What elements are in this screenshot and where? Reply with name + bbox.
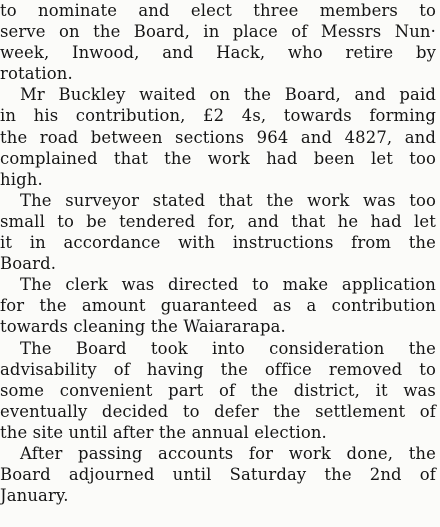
text-line: The clerk was directed to make application bbox=[20, 275, 436, 295]
text-line: it in accordance with instructions from the bbox=[0, 233, 436, 253]
text-line: rotation. bbox=[0, 64, 73, 84]
text-line: in his contribution, £2 4s, towards forming bbox=[0, 106, 436, 126]
paragraph-election-notice bbox=[0, 0, 440, 84]
paragraph-office-removal bbox=[0, 338, 440, 443]
text-line: The Board took into consideration the bbox=[20, 338, 436, 358]
paragraph-clerk-application bbox=[0, 274, 440, 337]
text-line: for the amount guaranteed as a contribution bbox=[0, 296, 436, 316]
text-line: Mr Buckley waited on the Board, and paid bbox=[20, 85, 436, 105]
text-line: advisability of having the office removed to bbox=[0, 359, 436, 379]
paragraph-surveyor-statement bbox=[0, 190, 440, 274]
text-line: towards cleaning the Waiararapa. bbox=[0, 317, 286, 337]
text-line: Board. bbox=[0, 254, 57, 274]
paragraph-buckley-contribution bbox=[0, 84, 440, 189]
text-line: Board adjourned until Saturday the 2nd of bbox=[0, 465, 436, 485]
text-line: the site until after the annual election. bbox=[0, 422, 327, 442]
paragraph-adjournment bbox=[0, 443, 440, 506]
text-line: complained that the work had been let too bbox=[0, 148, 436, 168]
text-line: January. bbox=[0, 486, 69, 506]
text-line: the road between sections 964 and 4827, and bbox=[0, 127, 436, 147]
text-line: The surveyor stated that the work was too bbox=[20, 190, 436, 210]
text-line: small to be tendered for, and that he had let bbox=[0, 211, 436, 231]
text-line: After passing accounts for work done, the bbox=[20, 443, 436, 463]
text-line: eventually decided to defer the settlement of bbox=[0, 401, 436, 421]
text-line: some convenient part of the district, it was bbox=[0, 380, 436, 400]
text-line: week, Inwood, and Hack, who retire by bbox=[0, 43, 436, 63]
text-line: to nominate and elect three members to bbox=[0, 1, 436, 20]
text-line: serve on the Board, in place of Messrs Nun· bbox=[0, 22, 436, 42]
text-line: high. bbox=[0, 169, 43, 189]
